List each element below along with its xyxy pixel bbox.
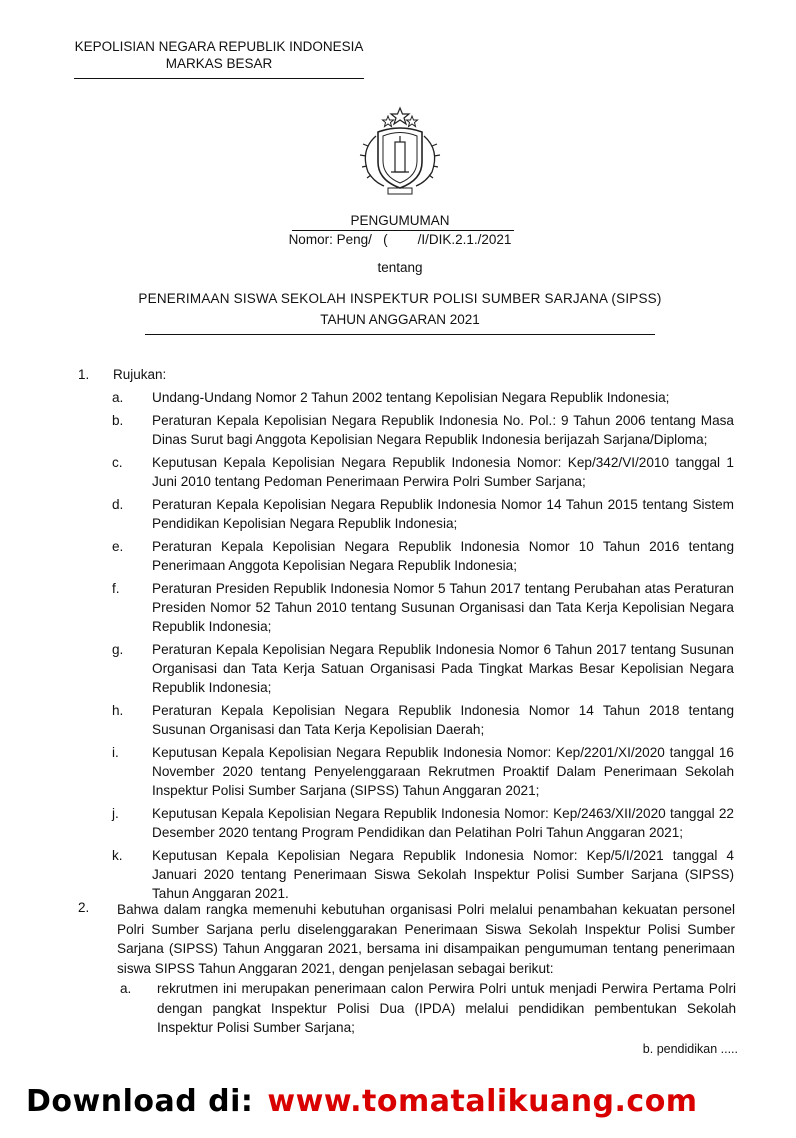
list-item-letter: e. (112, 539, 124, 554)
section-2-number: 2. (78, 900, 90, 915)
list-item-letter: c. (112, 455, 123, 470)
list-item (112, 495, 734, 533)
announcement-number: Nomor: Peng/ ( /I/DIK.2.1./2021 (288, 232, 512, 247)
section-1-heading: Rujukan: (113, 367, 167, 382)
continuation-note: b. pendidikan ..... (642, 1042, 738, 1056)
list-item-letter: g. (112, 642, 124, 657)
reference-list (112, 388, 734, 907)
list-item (112, 411, 734, 449)
list-item-text: Peraturan Kepala Kepolisian Negara Republik Indonesia Nomor 10 Tahun 2016 tentang Penerimaan Anggota Kepolisian Negara Republik Indonesia; (152, 539, 734, 573)
download-label: Download di: (26, 1084, 254, 1119)
list-item (112, 804, 734, 842)
section-1-number: 1. (78, 367, 90, 382)
title-underline (292, 230, 514, 231)
section-2-paragraph: Bahwa dalam rangka memenuhi kebutuhan organisasi Polri melalui penambahan kekuatan personel Polri Sumber Sarjana perlu diselenggarakan Penerimaan Siswa Sekolah Inspektur Polisi Sumber Sarjana (SIPSS) Tahun Anggaran 2021, bersama ini disampaikan pengumuman tentang penerimaan siswa SIPSS Tahun Anggaran 2021, dengan penjelasan sebagai berikut: (117, 902, 735, 976)
section-2-list (120, 979, 736, 1038)
list-item-text: Peraturan Kepala Kepolisian Negara Republik Indonesia No. Pol.: 9 Tahun 2006 tentang Masa Dinas Surut bagi Anggota Kepolisian Negara Republik Indonesia berijazah Sarjana/Diploma; (152, 413, 734, 447)
list-item-letter: h. (112, 703, 124, 718)
list-item-text: Keputusan Kepala Kepolisian Negara Republik Indonesia Nomor: Kep/342/VI/2010 tanggal 1 Juni 2010 tentang Pedoman Penerimaan Perwira Polri Sumber Sarjana; (152, 455, 734, 489)
announcement-title: PENGUMUMAN (350, 213, 450, 228)
list-item-letter: a. (112, 390, 124, 405)
list-item-letter: a. (120, 981, 132, 996)
list-item-letter: f. (112, 581, 120, 596)
list-item (112, 743, 734, 800)
list-item-text: Keputusan Kepala Kepolisian Negara Republik Indonesia Nomor: Kep/2201/XI/2020 tanggal 16 November 2020 tentang Penyelenggaraan Rekrutmen Proaktif Dalam Penerimaan Sekolah Inspektur Polisi Sumber Sarjana (SIPSS) Tahun Anggaran 2021; (152, 745, 734, 798)
list-item (120, 979, 736, 1038)
list-item-text: Peraturan Presiden Republik Indonesia Nomor 5 Tahun 2017 tentang Perubahan atas Peraturan Presiden Nomor 52 Tahun 2010 tentang Susunan Organisasi dan Tata Kerja Kepolisian Negara Republik Indonesia; (152, 581, 734, 634)
list-item-text: Peraturan Kepala Kepolisian Negara Republik Indonesia Nomor 14 Tahun 2018 tentang Susunan Organisasi dan Tata Kerja Kepolisian Daerah; (152, 703, 734, 737)
list-item-letter: d. (112, 497, 124, 512)
list-item-text: Peraturan Kepala Kepolisian Negara Republik Indonesia Nomor 14 Tahun 2015 tentang Sistem Pendidikan Kepolisian Negara Republik Indonesia; (152, 497, 734, 531)
list-item (112, 537, 734, 575)
list-item (112, 701, 734, 739)
list-item (112, 453, 734, 491)
org-name: KEPOLISIAN NEGARA REPUBLIK INDONESIA (74, 39, 364, 54)
list-item-letter: b. (112, 413, 124, 428)
letterhead (74, 38, 364, 72)
subject-underline (145, 334, 655, 335)
download-banner (26, 1084, 698, 1119)
list-item-text: Undang-Undang Nomor 2 Tahun 2002 tentang Kepolisian Negara Republik Indonesia; (152, 390, 670, 405)
polri-emblem-icon (350, 106, 450, 198)
download-url-link[interactable]: www.tomatalikuang.com (267, 1084, 698, 1119)
list-item-letter: i. (112, 745, 119, 760)
list-item-text: Keputusan Kepala Kepolisian Negara Republik Indonesia Nomor: Kep/5/I/2021 tanggal 4 Januari 2020 tentang Penerimaan Siswa Sekolah Inspektur Polisi Sumber Sarjana (SIPSS) Tahun Anggaran 2021. (152, 848, 734, 901)
announcement-about: tentang (377, 260, 423, 275)
list-item (112, 579, 734, 636)
list-item (112, 846, 734, 903)
list-item-text: Peraturan Kepala Kepolisian Negara Republik Indonesia Nomor 6 Tahun 2017 tentang Susunan Organisasi dan Tata Kerja Satuan Organisasi Pada Tingkat Markas Besar Kepolisian Negara Republik Indonesia; (152, 642, 734, 695)
announcement-subject-line1: PENERIMAAN SISWA SEKOLAH INSPEKTUR POLISI SUMBER SARJANA (SIPSS) (138, 291, 662, 306)
announcement-subject-line2: TAHUN ANGGARAN 2021 (320, 312, 480, 327)
list-item-text: rekrutmen ini merupakan penerimaan calon Perwira Polri untuk menjadi Perwira Pertama Polri dengan pangkat Inspektur Polisi Dua (IPDA) melalui pendidikan pembentukan Sekolah Inspektur Polisi Sumber Sarjana; (157, 981, 736, 1035)
list-item-letter: k. (112, 848, 123, 863)
letterhead-rule (74, 78, 364, 79)
list-item-letter: j. (112, 806, 119, 821)
list-item (112, 640, 734, 697)
org-unit: MARKAS BESAR (165, 56, 273, 71)
list-item (112, 388, 734, 407)
list-item-text: Keputusan Kepala Kepolisian Negara Republik Indonesia Nomor: Kep/2463/XII/2020 tanggal 22 Desember 2020 tentang Program Pendidikan dan Pelatihan Polri Tahun Anggaran 2021; (152, 806, 734, 840)
